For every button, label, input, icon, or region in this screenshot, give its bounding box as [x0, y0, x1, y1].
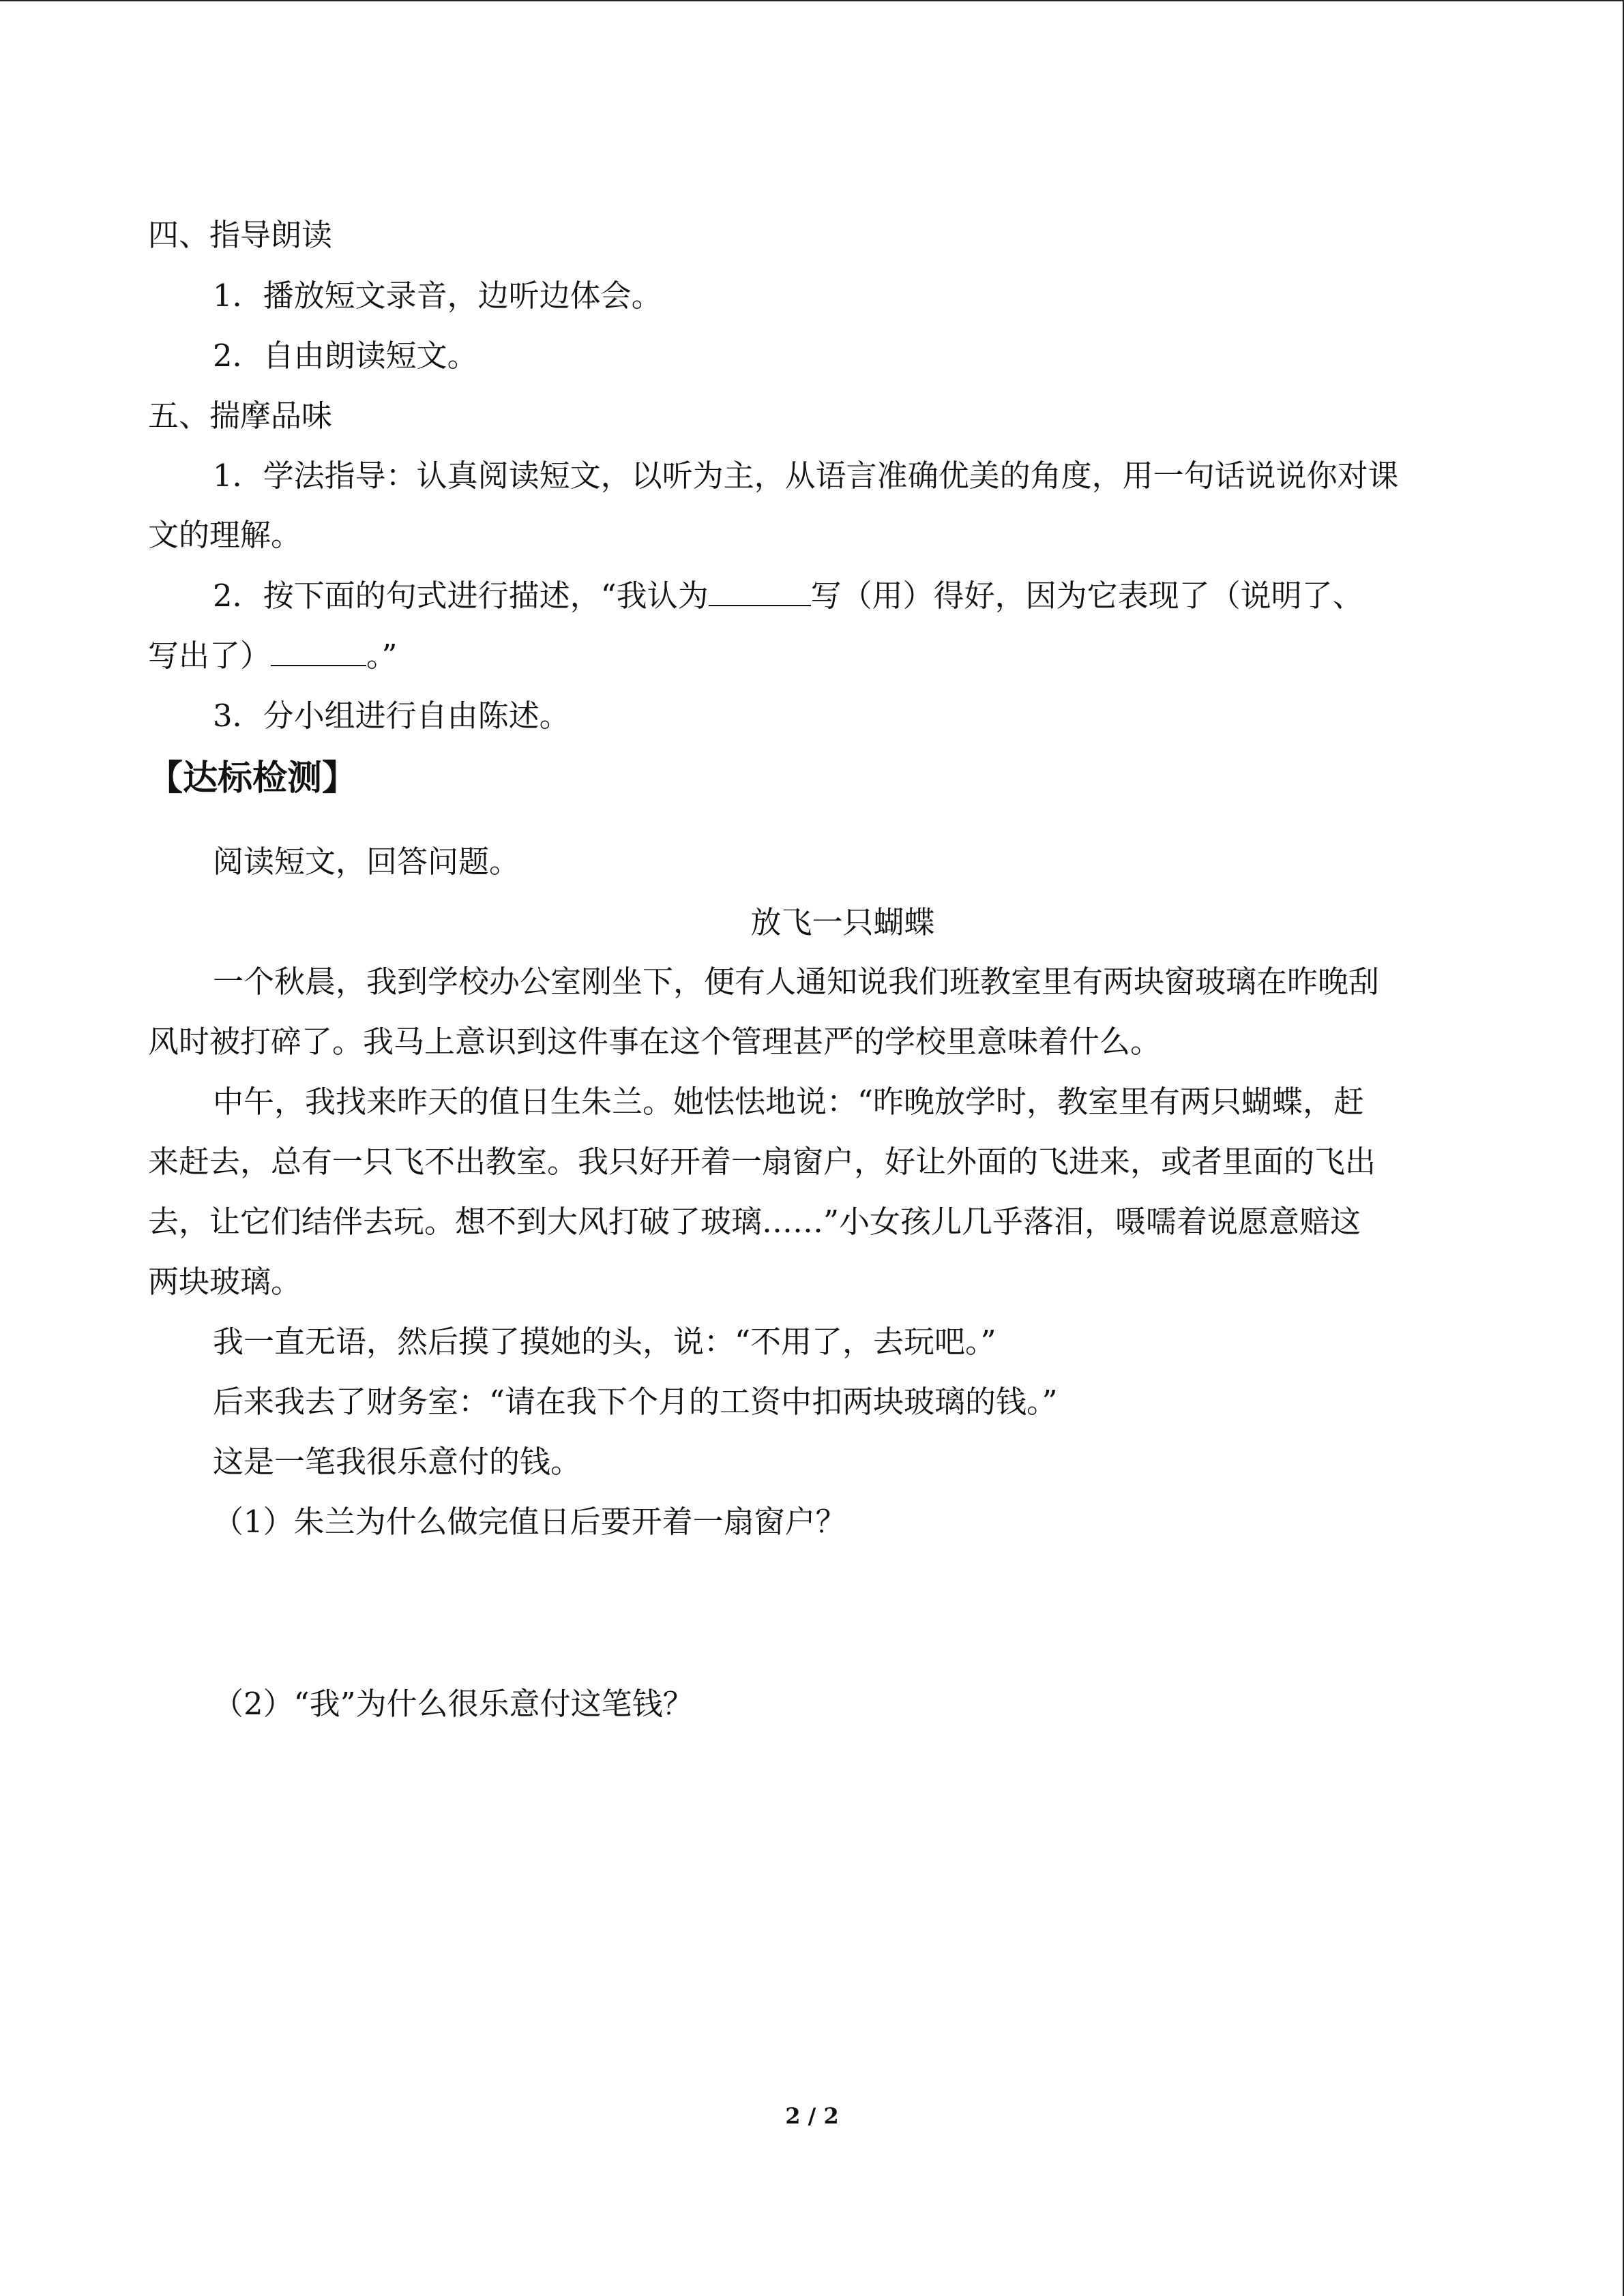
passage-p3: 我一直无语，然后摸了摸她的头，说：“不用了，去玩吧。”: [213, 1324, 996, 1360]
question-2: （2）“我”为什么很乐意付这笔钱？: [213, 1686, 694, 1722]
section-5-heading: 五、揣摩品味: [148, 398, 333, 434]
section-5-item-1-line-1: 1．学法指导：认真阅读短文，以听为主，从语言准确优美的角度，用一句话说说你对课: [213, 458, 1399, 494]
reading-instruction: 阅读短文，回答问题。: [213, 844, 520, 880]
passage-p1-line-1: 一个秋晨，我到学校办公室刚坐下，便有人通知说我们班教室里有两块窗玻璃在昨晚刮: [213, 964, 1380, 1000]
passage-p5: 这是一笔我很乐意付的钱。: [213, 1444, 582, 1480]
section-5-item-1-line-2: 文的理解。: [148, 517, 302, 553]
section-4-heading: 四、指导朗读: [148, 217, 333, 253]
passage-p2-line-4: 两块玻璃。: [148, 1264, 302, 1300]
question-1: （1）朱兰为什么做完值日后要开着一扇窗户？: [213, 1504, 846, 1540]
passage-p2-line-2: 来赶去，总有一只飞不出教室。我只好开着一扇窗户，好让外面的飞进来，或者里面的飞出: [148, 1144, 1376, 1180]
fill-blank-2[interactable]: [271, 638, 366, 666]
passage-p2-line-3: 去，让它们结伴去玩。想不到大风打破了玻璃……”小女孩儿几乎落泪，嗫嚅着说愿意赔这: [148, 1204, 1361, 1240]
page-border-top: [0, 0, 1624, 1]
passage-title: 放飞一只蝴蝶: [750, 904, 935, 940]
fill-blank-1[interactable]: [709, 578, 811, 606]
passage-p1-line-2: 风时被打碎了。我马上意识到这件事在这个管理甚严的学校里意味着什么。: [148, 1024, 1162, 1060]
section-5-item-2-text-c: 写出了）: [148, 638, 271, 674]
section-5-item-2-text-d: 。”: [366, 638, 398, 674]
section-5-item-2-line-2: [148, 637, 398, 675]
section-4-item-2: 2．自由朗读短文。: [213, 338, 478, 374]
section-4-item-1: 1．播放短文录音，边听边体会。: [213, 278, 662, 314]
page-number: 2 / 2: [785, 2103, 839, 2129]
passage-p4: 后来我去了财务室：“请在我下个月的工资中扣两块玻璃的钱。”: [213, 1384, 1058, 1420]
section-5-item-2-text-a: 2．按下面的句式进行描述，“我认为: [213, 578, 709, 614]
section-5-item-2-line-1: [213, 577, 1363, 615]
section-5-item-3: 3．分小组进行自由陈述。: [213, 698, 570, 734]
check-heading: 【达标检测】: [148, 758, 357, 799]
passage-p2-line-1: 中午，我找来昨天的值日生朱兰。她怯怯地说：“昨晚放学时，教室里有两只蝴蝶，赶: [213, 1084, 1365, 1120]
section-5-item-2-text-b: 写（用）得好，因为它表现了（说明了、: [810, 578, 1363, 614]
